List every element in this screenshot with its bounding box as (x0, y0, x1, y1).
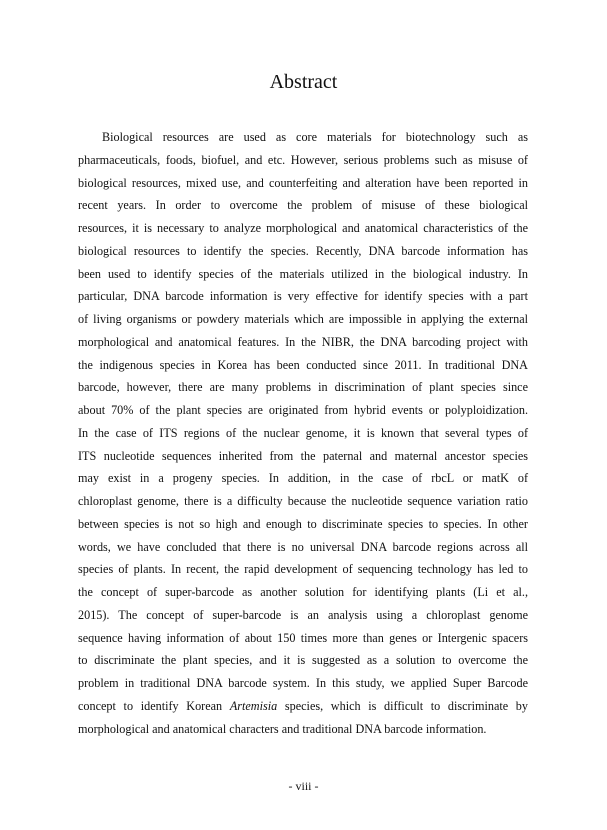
abstract-line: the concept of super-barcode as another solution for identifying plants (Li et al., (78, 585, 528, 599)
abstract-line: chloroplast genome, there is a difficulty because the nucleotide sequence variation ratio (78, 494, 528, 508)
abstract-line: species of plants. In recent, the rapid development of sequencing technology has led to (78, 562, 528, 577)
abstract-line: been used to identify species of the materials utilized in the biological industry. In (78, 266, 528, 281)
abstract-line: particular, DNA barcode information is very effective for identify species with a part (78, 289, 528, 304)
abstract-line: about 70% of the plant species are originated from hybrid events or polyploidization. (78, 403, 528, 417)
abstract-line: ITS nucleotide sequences inherited from the paternal and maternal ancestor species (78, 448, 528, 463)
abstract-line: between species is not so high and enough to discriminate species to species. In other (78, 516, 528, 531)
page-number: - viii - (288, 779, 319, 793)
abstract-line: morphological and anatomical characters and traditional DNA barcode information. (78, 721, 487, 736)
abstract-line: biological resources, mixed use, and counterfeiting and alteration have been reported in (78, 175, 528, 190)
abstract-line: to discriminate the plant species, and it is suggested as a solution to overcome the (78, 653, 528, 668)
genus-name-italic: Artemisia (229, 698, 278, 713)
abstract-line: barcode, however, there are many problems in discrimination of plant species since (78, 380, 528, 395)
abstract-line: biological resources to identify the species. Recently, DNA barcode information has (78, 243, 528, 258)
abstract-line: problem in traditional DNA barcode system. In this study, we applied Super Barcode (78, 676, 528, 690)
abstract-body (78, 126, 528, 740)
line-text: species, which is difficult to discriminate by (277, 698, 528, 713)
abstract-line: Biological resources are used as core materials for biotechnology such as (102, 130, 528, 144)
abstract-line: the indigenous species in Korea has been conducted since 2011. In traditional DNA (78, 357, 528, 372)
abstract-line: words, we have concluded that there is no universal DNA barcode regions across all (78, 539, 528, 554)
abstract-line: morphological and anatomical features. In the NIBR, the DNA barcoding project with (78, 334, 528, 349)
abstract-line: sequence having information of about 150 times more than genes or Intergenic spacers (78, 630, 528, 645)
abstract-line: of living organisms or powdery materials which are impossible in applying the external (78, 312, 528, 326)
page-title: Abstract (269, 71, 338, 93)
abstract-line: In the case of ITS regions of the nuclear genome, it is known that several types of (78, 425, 528, 440)
abstract-line: pharmaceuticals, foods, biofuel, and etc. However, serious problems such as misuse of (78, 152, 528, 167)
abstract-line: resources, it is necessary to analyze morphological and anatomical characteristics of the (78, 221, 528, 235)
line-text: concept to identify Korean (78, 698, 230, 713)
abstract-line (78, 695, 528, 718)
abstract-line: 2015). The concept of super-barcode is an analysis using a chloroplast genome (78, 607, 528, 622)
abstract-line: may exist in a progeny species. In addition, in the case of rbcL or matK of (78, 471, 528, 486)
abstract-line: recent years. In order to overcome the problem of misuse of these biological (78, 198, 528, 213)
